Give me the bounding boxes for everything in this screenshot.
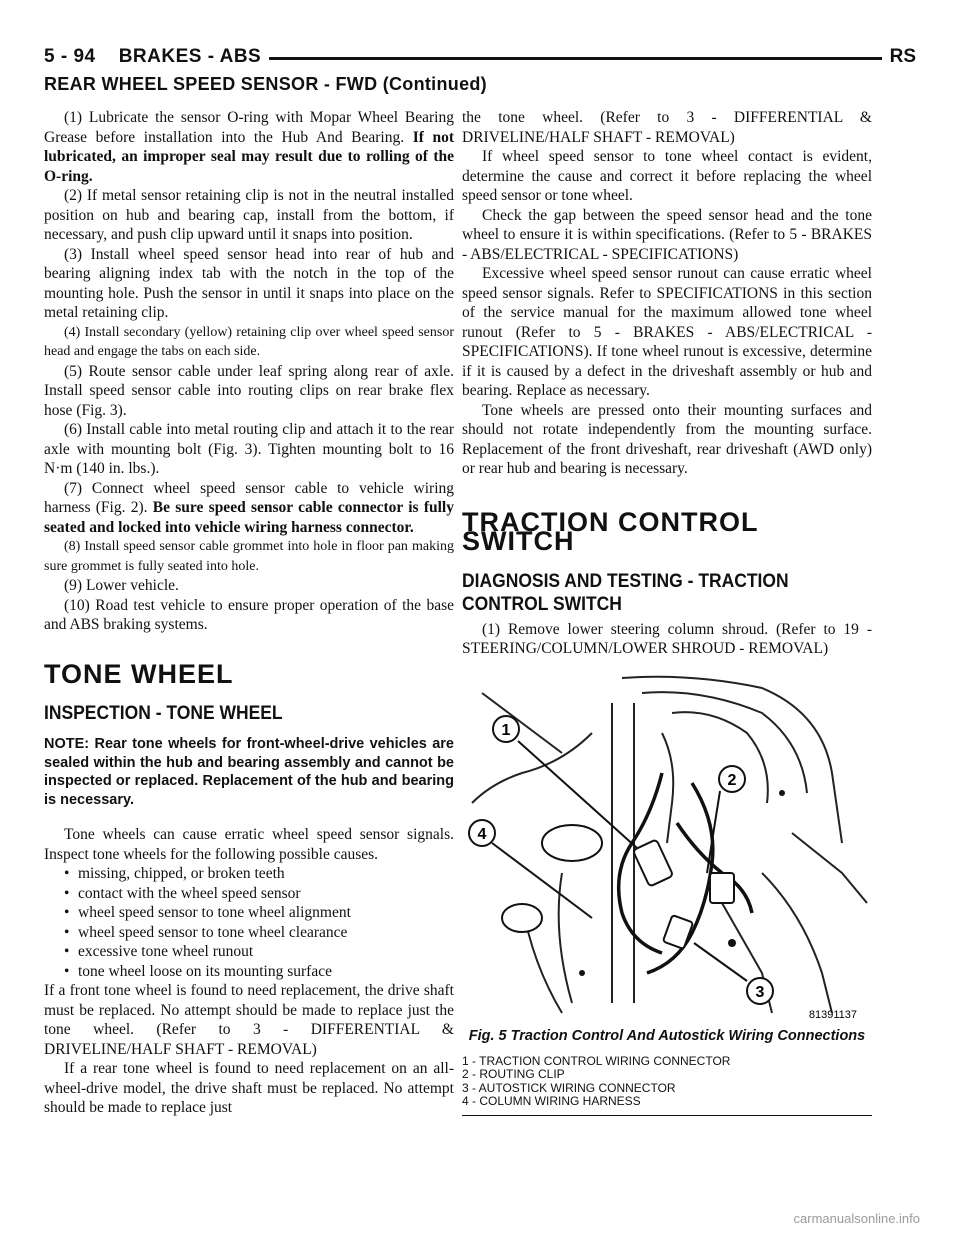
step-1 — [44, 108, 454, 186]
step-4: (4) Install secondary (yellow) retaining clip over wheel speed sensor head and engage the tabs on each side. — [44, 324, 454, 359]
list-item: • wheel speed sensor to tone wheel alignment — [64, 903, 454, 923]
legend-item: 4 - COLUMN WIRING HARNESS — [462, 1094, 641, 1108]
section-heading-traction-control: TRACTION CONTROL SWITCH — [462, 506, 758, 556]
figure-caption: Fig. 5 Traction Control And Autostick Wiring Connections — [468, 1027, 866, 1044]
subheading-inspection: INSPECTION - TONE WHEEL — [44, 703, 283, 724]
contact-paragraph: If wheel speed sensor to tone wheel contact is evident, determine the cause and correct it before replacing the wheel speed sensor or tone wheel. — [462, 148, 872, 204]
tone-wheel-intro: Tone wheels can cause erratic wheel speed sensor signals. Inspect tone wheels for the following possible causes. — [44, 826, 454, 863]
list-item: • tone wheel loose on its mounting surface — [64, 962, 454, 982]
step-8: (8) Install speed sensor cable grommet into hole in floor pan making sure grommet is fully seated into hole. — [44, 539, 454, 574]
figure-illustration — [462, 673, 872, 1023]
legend-item: 3 - AUTOSTICK WIRING CONNECTOR — [462, 1080, 676, 1095]
runout-paragraph: Excessive wheel speed sensor runout can cause erratic wheel speed sensor signals. Refer to SPECIFICATIONS in this section of the service manual for the maximum allowed tone wheel runout (Refer to 5 - BRAKES - ABS/ELECTRICAL - SPECIFICATIONS). If tone wheel runout is excessive, determine if it is caused by a defect in the driveshaft assembly or hub and bearing. Replace as necessary. — [462, 265, 872, 399]
front-tone-wheel-paragraph: If a front tone wheel is found to need replacement, the drive shaft must be replaced. No attempt should be made to replace just the tone wheel. (Refer to 3 - DIFFERENTIAL & DRIVELINE/HALF SHAFT - REMOVAL) — [44, 982, 454, 1058]
note-block: NOTE: Rear tone wheels for front-wheel-drive vehicles are sealed within the hub and bearing assembly and cannot be inspected or replaced. Replacement of the hub and bearing is necessary. — [44, 736, 454, 808]
continued-paragraph: the tone wheel. (Refer to 3 - DIFFERENTIAL & DRIVELINE/HALF SHAFT - REMOVAL) — [462, 109, 872, 146]
continued-heading: REAR WHEEL SPEED SENSOR - FWD (Continued) — [44, 74, 487, 94]
list-item: • missing, chipped, or broken teeth — [64, 864, 454, 884]
step-6: (6) Install cable into metal routing clip and attach it to the rear axle with mounting bolt (Fig. 3). Tighten mounting bolt to 16 N·m (140 in. lbs.). — [44, 421, 454, 477]
legend-item: 2 - ROUTING CLIP — [462, 1067, 565, 1081]
causes-list — [44, 864, 454, 981]
callout-4: 4 — [477, 825, 487, 843]
step-1-warning: If not lubricated, an improper seal may result due to rolling of the O-ring. — [44, 128, 454, 185]
pressed-paragraph: Tone wheels are pressed onto their mounting surfaces and should not rotate independently from the mounting surface. Replacement of the front driveshaft, rear driveshaft (AWD only) or rear hub and bearing is necessary. — [462, 401, 872, 477]
rear-tone-wheel-paragraph: If a rear tone wheel is found to need replacement on an all-wheel-drive model, the drive shaft must be replaced. No attempt should be made to replace just — [44, 1060, 454, 1116]
step-3: (3) Install wheel speed sensor head into rear of hub and bearing aligning index tab with the notch in the top of the mounting hole. Push the sensor in until it snaps into place on the metal retaining clip. — [44, 245, 454, 321]
list-item: • contact with the wheel speed sensor — [64, 884, 454, 904]
callout-2: 2 — [727, 771, 737, 789]
step-5: (5) Route sensor cable under leaf spring along rear of axle. Install speed sensor cable into routing clips on rear brake flex hose (Fig. 3). — [44, 362, 454, 419]
left-column — [44, 108, 454, 1118]
figure-bottom-rule — [462, 1115, 872, 1116]
page-header — [44, 40, 916, 74]
gap-paragraph: Check the gap between the speed sensor head and the tone wheel to ensure it is within specifications. (Refer to 5 - BRAKES - ABS/ELECTRICAL - SPECIFICATIONS) — [462, 206, 872, 263]
callout-1: 1 — [501, 721, 511, 739]
section-heading-tone-wheel: TONE WHEEL — [44, 658, 234, 689]
step-1-text: (1) Lubricate the sensor O-ring with Mopar Wheel Bearing Grease before installation into the Hub And Bearing. — [44, 109, 454, 146]
list-item: • wheel speed sensor to tone wheel clearance — [64, 923, 454, 943]
figure-legend — [462, 1055, 872, 1109]
watermark: carmanualsonline.info — [793, 1211, 920, 1226]
step-2: (2) If metal sensor retaining clip is not in the neutral installed position on hub and bearing cap, install from the bottom, if necessary, and push clip upward until it snaps into position. — [44, 187, 454, 243]
subheading-diagnosis: DIAGNOSIS AND TESTING - TRACTION CONTROL SWITCH — [462, 570, 789, 615]
step-7-warning: Be sure speed sensor cable connector is fully seated and locked into vehicle wiring harness connector. — [44, 499, 454, 536]
diag-step-1: (1) Remove lower steering column shroud. (Refer to 19 - STEERING/COLUMN/LOWER SHROUD - REMOVAL) — [462, 620, 872, 657]
legend-item: 1 - TRACTION CONTROL WIRING CONNECTOR — [462, 1053, 731, 1068]
wiring-illustration — [462, 673, 872, 1023]
figure-code: 81391137 — [808, 1008, 857, 1021]
callout-3: 3 — [755, 983, 765, 1001]
step-9: (9) Lower vehicle. — [64, 577, 179, 594]
step-10: (10) Road test vehicle to ensure proper operation of the base and ABS braking systems. — [44, 596, 454, 633]
list-item: • excessive tone wheel runout — [64, 942, 454, 962]
step-7 — [44, 479, 454, 538]
step-7-text: (7) Connect wheel speed sensor cable to vehicle wiring harness (Fig. 2). — [44, 479, 454, 516]
right-column — [462, 108, 872, 1116]
header-section-label: 5 - 94 BRAKES - ABS — [44, 46, 269, 68]
header-model-code: RS — [882, 46, 916, 68]
